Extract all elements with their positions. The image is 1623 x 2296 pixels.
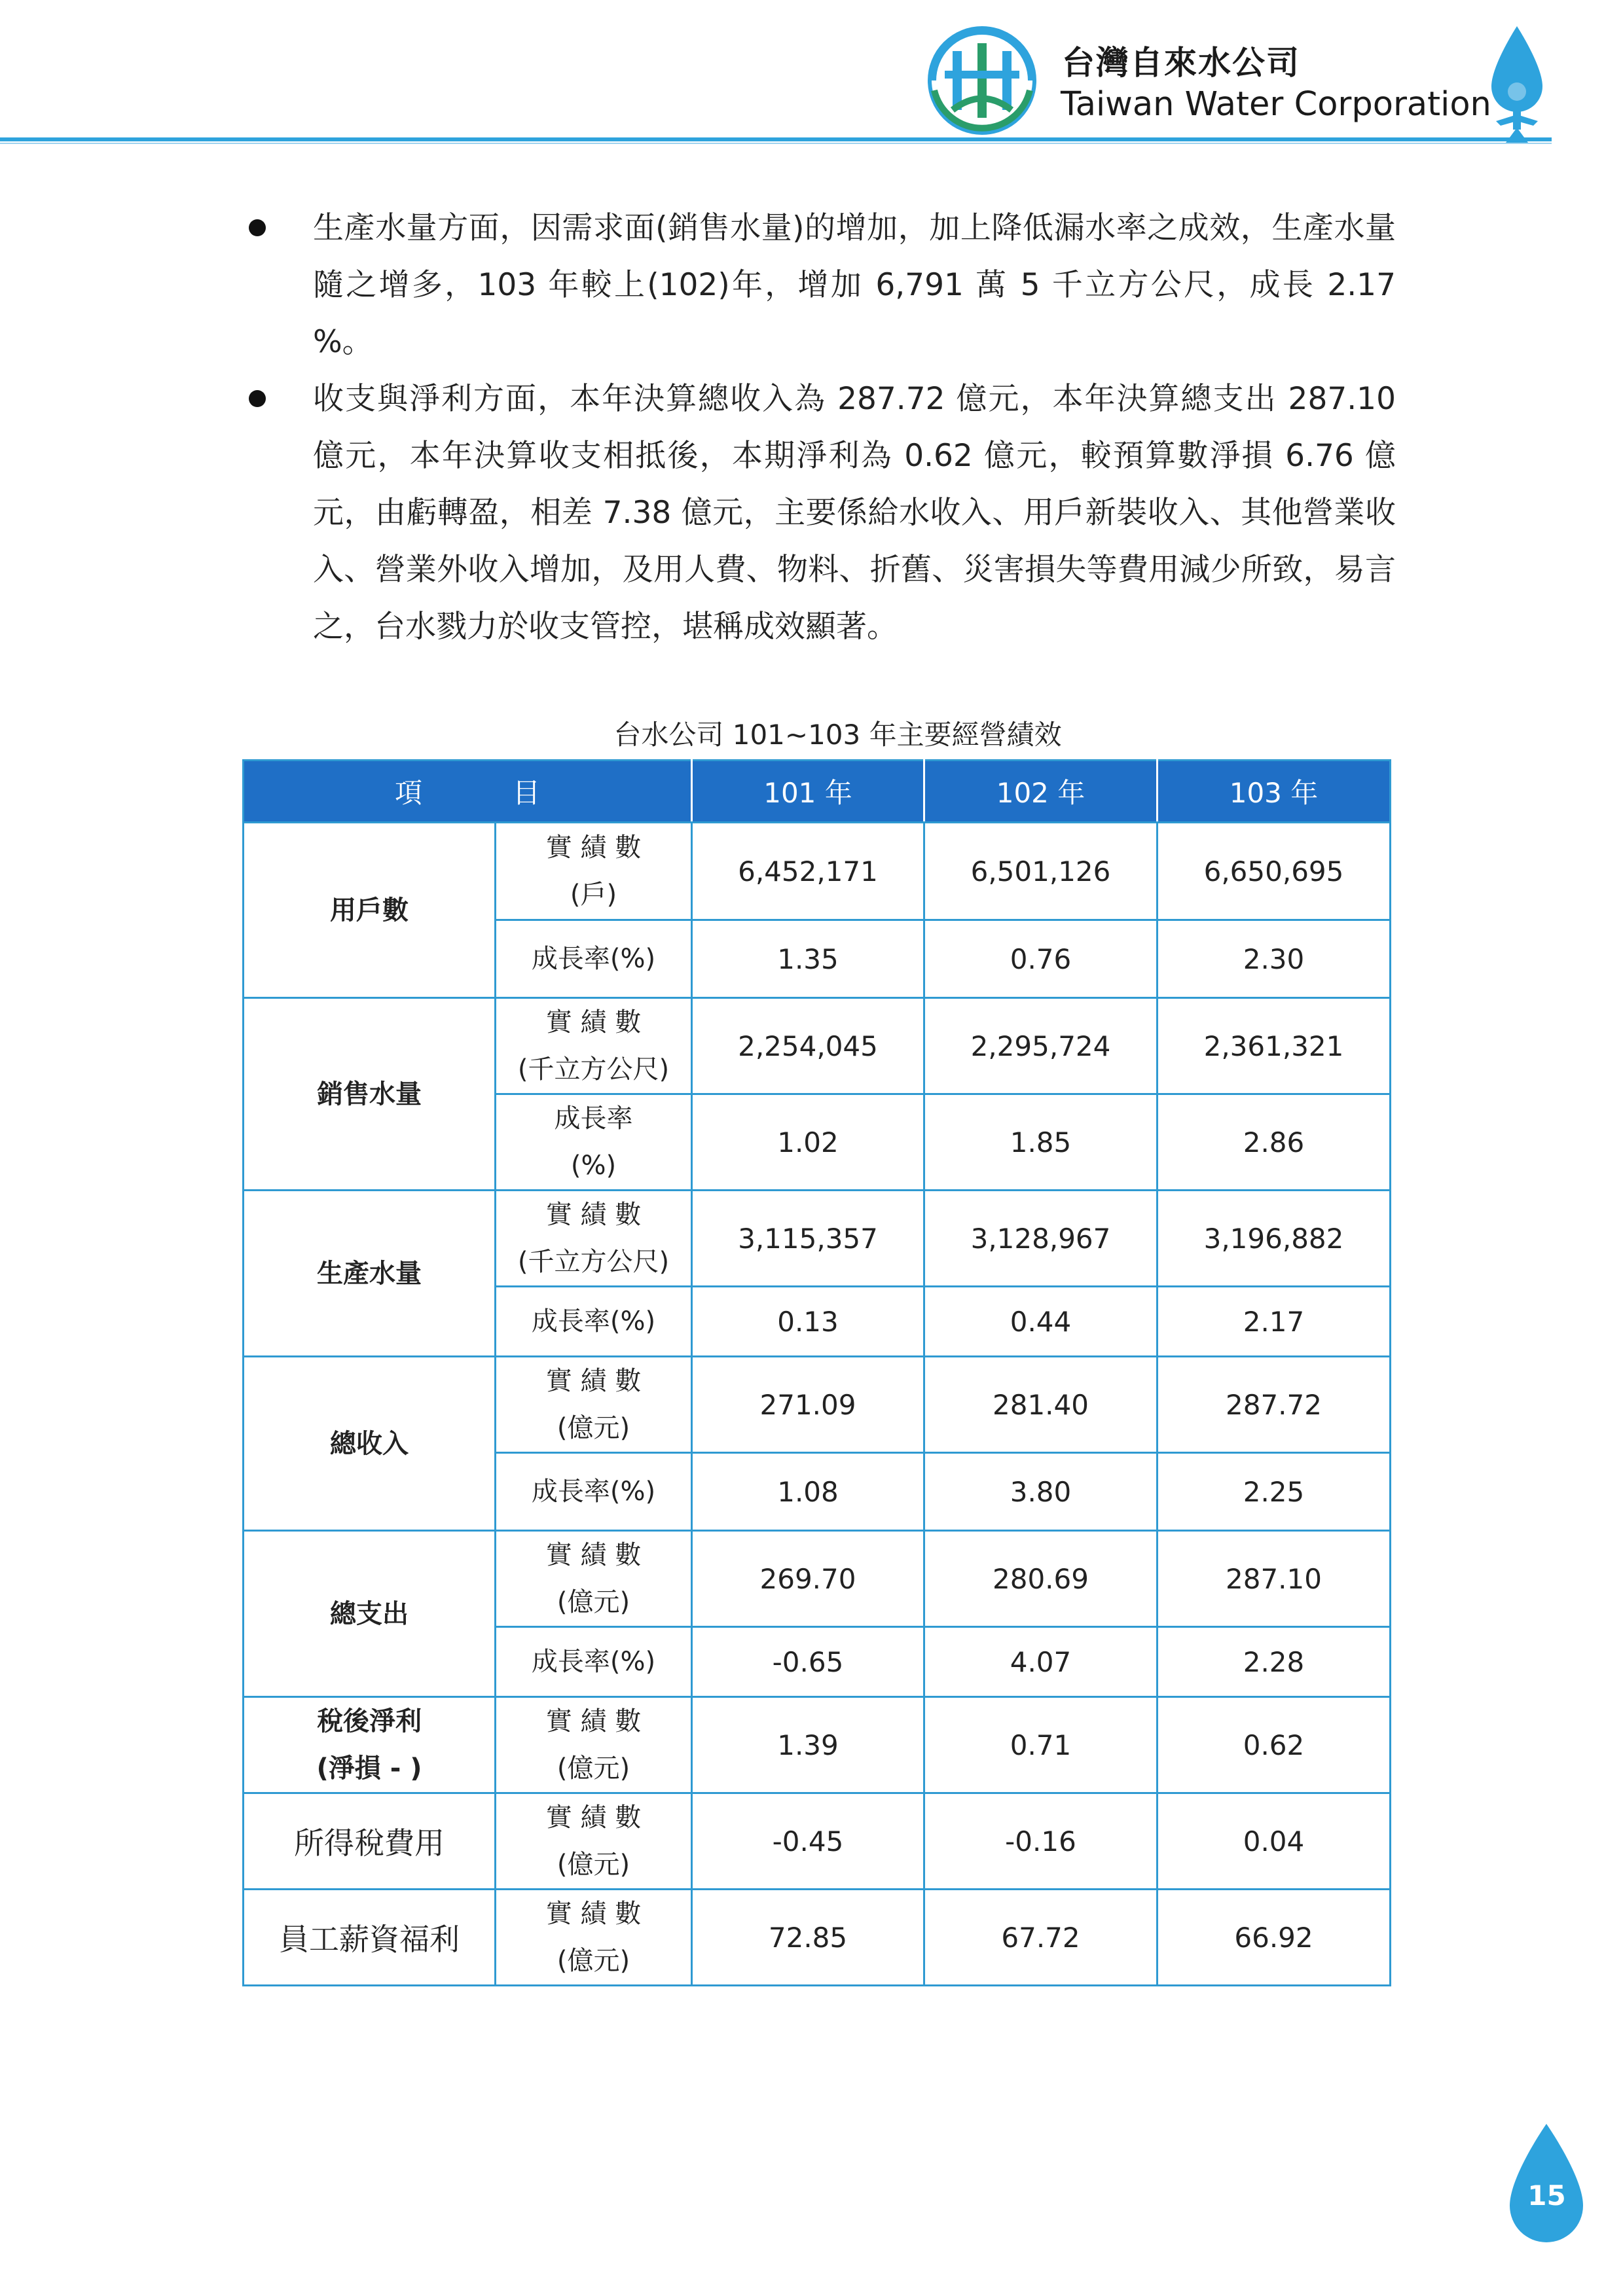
- perf-label-a: 實 績 數: [545, 1803, 642, 1833]
- table-cell: 281.40: [924, 1357, 1158, 1453]
- table-cell: 2,295,724: [924, 998, 1158, 1094]
- perf-label: [496, 1890, 692, 1986]
- perf-label-b: (千立方公尺): [517, 1054, 670, 1085]
- perf-label-b: (億元): [556, 1850, 630, 1880]
- twc-logo-icon: [926, 25, 1038, 136]
- table-row: [244, 1357, 1391, 1453]
- row-label-sales: 銷售水量: [244, 998, 496, 1191]
- perf-label-a: 實 績 數: [545, 1899, 642, 1929]
- table-row: [244, 1697, 1391, 1793]
- table-cell: 2,361,321: [1158, 998, 1391, 1094]
- bullet-text: 生產水量方面，因需求面(銷售水量)的增加，加上降低漏水率之成效，生產水量隨之增多，103 年較上(102)年，增加 6,791 萬 5 千立方公尺，成長 2.17 %。: [313, 210, 1396, 360]
- table-cell: 6,501,126: [924, 823, 1158, 920]
- rate-label-b: (%): [570, 1151, 617, 1181]
- table-cell: 66.92: [1158, 1890, 1391, 1986]
- table-cell: 2.28: [1158, 1627, 1391, 1697]
- table-row: [244, 1793, 1391, 1890]
- perf-label: [496, 1531, 692, 1627]
- row-label-expense: 總支出: [244, 1531, 496, 1697]
- header-rule-thin: [0, 143, 1552, 144]
- perf-label-a: 實 績 數: [545, 1200, 642, 1230]
- row-label-users: 用戶數: [244, 823, 496, 998]
- table-cell: 1.39: [692, 1697, 924, 1793]
- table-cell: 6,650,695: [1158, 823, 1391, 920]
- table-cell: 1.02: [692, 1094, 924, 1191]
- rate-label: 成長率(%): [496, 1627, 692, 1697]
- table-cell: 4.07: [924, 1627, 1158, 1697]
- company-name-zh: 台灣自來水公司: [1062, 44, 1300, 82]
- table-cell: 3.80: [924, 1453, 1158, 1531]
- table-cell: 269.70: [692, 1531, 924, 1627]
- table-row: [244, 1191, 1391, 1287]
- table-caption-text: 台水公司 101~103 年主要經營績效: [613, 719, 1062, 751]
- header-rule: [0, 137, 1552, 141]
- performance-table: [242, 759, 1391, 1986]
- row-label-net-a: 稅後淨利: [317, 1706, 422, 1736]
- water-drop-mascot-icon: [1486, 26, 1548, 144]
- perf-label-a: 實 績 數: [545, 1540, 642, 1570]
- header-101: 101 年: [692, 761, 924, 823]
- header-item-a: 項: [394, 777, 422, 809]
- table-caption: [0, 713, 1623, 753]
- perf-label: [496, 998, 692, 1094]
- perf-label-a: 實 績 數: [545, 833, 642, 863]
- table-row: [244, 998, 1391, 1094]
- row-label-net-b: (淨損 - ): [316, 1753, 422, 1784]
- table-cell: 0.13: [692, 1287, 924, 1357]
- row-label-revenue: 總收入: [244, 1357, 496, 1531]
- perf-label-a: 實 績 數: [545, 1706, 642, 1736]
- table-cell: 0.71: [924, 1697, 1158, 1793]
- perf-label-b: (億元): [556, 1753, 630, 1784]
- perf-label-a: 實 績 數: [545, 1007, 642, 1037]
- table-cell: 2.25: [1158, 1453, 1391, 1531]
- perf-label: [496, 1793, 692, 1890]
- header-103: 103 年: [1158, 761, 1391, 823]
- bullet-dot-icon: [249, 219, 266, 236]
- table-cell: 3,115,357: [692, 1191, 924, 1287]
- table-cell: 1.85: [924, 1094, 1158, 1191]
- rate-label: 成長率(%): [496, 1287, 692, 1357]
- table-cell: 3,128,967: [924, 1191, 1158, 1287]
- table-cell: 0.04: [1158, 1793, 1391, 1890]
- table-row: [244, 1890, 1391, 1986]
- bullet-item: [244, 370, 1396, 655]
- table-cell: 0.44: [924, 1287, 1158, 1357]
- table-cell: 1.08: [692, 1453, 924, 1531]
- perf-label-b: (億元): [556, 1413, 630, 1443]
- table-cell: -0.16: [924, 1793, 1158, 1890]
- table-cell: 280.69: [924, 1531, 1158, 1627]
- table-cell: 72.85: [692, 1890, 924, 1986]
- company-name-en: Taiwan Water Corporation: [1061, 85, 1491, 124]
- table-cell: 6,452,171: [692, 823, 924, 920]
- table-cell: -0.65: [692, 1627, 924, 1697]
- bullet-text: 收支與淨利方面，本年決算總收入為 287.72 億元，本年決算總支出 287.10 億元，本年決算收支相抵後，本期淨利為 0.62 億元，較預算數淨損 6.76 億元，由虧轉盈，相差 7.38 億元，主要係給水收入、用戶新裝收入、其他營業收入、營業外收入增加，及用人費、物料、折舊、災害損失等費用減少所致，易言之，台水戮力於收支管控，堪稱成效顯著。: [313, 381, 1396, 645]
- table-row: [244, 1531, 1391, 1627]
- header-102: 102 年: [924, 761, 1158, 823]
- table-cell: -0.45: [692, 1793, 924, 1890]
- table-cell: 67.72: [924, 1890, 1158, 1986]
- table-cell: 2.86: [1158, 1094, 1391, 1191]
- rate-label: 成長率(%): [496, 1453, 692, 1531]
- header-item-b: 目: [512, 777, 540, 809]
- bullet-list: [244, 200, 1396, 655]
- perf-label-b: (億元): [556, 1587, 630, 1617]
- page-number: 15: [1527, 2179, 1566, 2212]
- row-label-production: 生產水量: [244, 1191, 496, 1357]
- row-label-net: [244, 1697, 496, 1793]
- perf-label-b: (億元): [556, 1946, 630, 1976]
- table-cell: 0.76: [924, 920, 1158, 998]
- perf-label: [496, 823, 692, 920]
- perf-label: [496, 1697, 692, 1793]
- table-cell: 287.72: [1158, 1357, 1391, 1453]
- table-cell: 2,254,045: [692, 998, 924, 1094]
- perf-label-b: (千立方公尺): [517, 1247, 670, 1277]
- table-header-row: [244, 761, 1391, 823]
- table-cell: 2.30: [1158, 920, 1391, 998]
- perf-label: [496, 1357, 692, 1453]
- table-cell: 1.35: [692, 920, 924, 998]
- rate-label: 成長率(%): [496, 920, 692, 998]
- rate-label-a: 成長率: [554, 1103, 633, 1134]
- header-item: [244, 761, 692, 823]
- table-row: [244, 823, 1391, 920]
- perf-label: [496, 1191, 692, 1287]
- bullet-item: [244, 200, 1396, 370]
- bullet-dot-icon: [249, 390, 266, 407]
- row-label-tax: 所得稅費用: [244, 1793, 496, 1890]
- rate-label: [496, 1094, 692, 1191]
- perf-label-a: 實 績 數: [545, 1366, 642, 1396]
- table-cell: 3,196,882: [1158, 1191, 1391, 1287]
- row-label-salary: 員工薪資福利: [244, 1890, 496, 1986]
- table-cell: 271.09: [692, 1357, 924, 1453]
- table-cell: 2.17: [1158, 1287, 1391, 1357]
- table-cell: 0.62: [1158, 1697, 1391, 1793]
- perf-label-b: (戶): [570, 880, 617, 910]
- table-cell: 287.10: [1158, 1531, 1391, 1627]
